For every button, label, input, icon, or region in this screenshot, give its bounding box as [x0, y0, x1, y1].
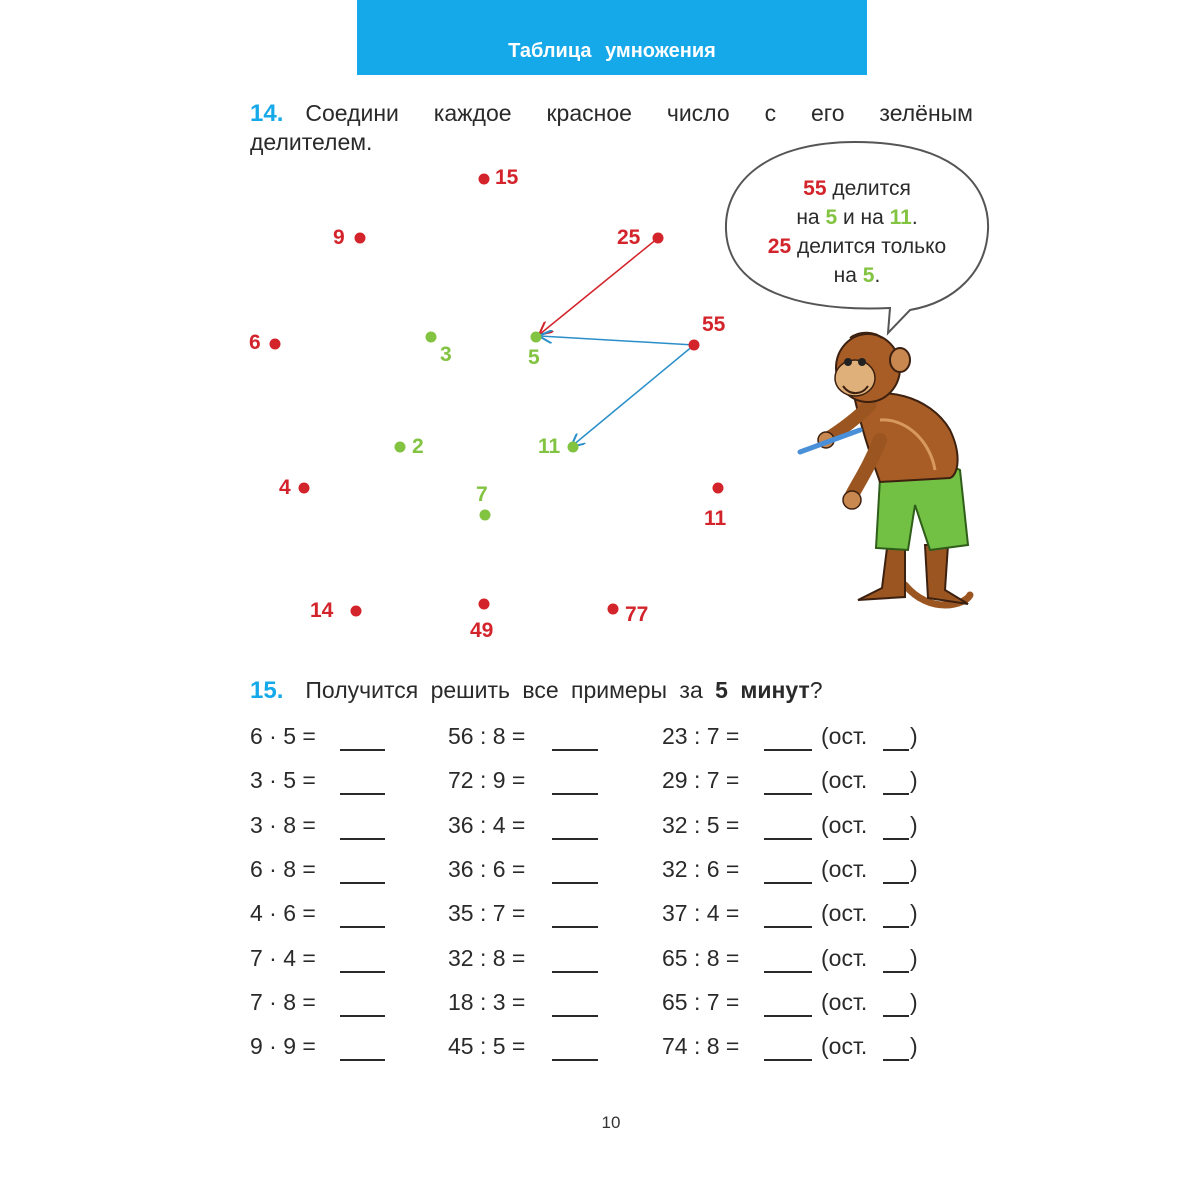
remainder-blank[interactable]: [883, 834, 909, 840]
arrow-25-to-5: [540, 238, 658, 334]
bubble-text-2c: .: [911, 206, 918, 229]
remainder-label: (ост.: [821, 989, 868, 1015]
red-dot-9: [355, 233, 366, 244]
remainder-label: (ост.: [821, 945, 868, 971]
red-dot-55: [689, 340, 700, 351]
answer-blank[interactable]: [340, 834, 385, 840]
remainder-close: ): [910, 945, 918, 971]
exercise-2-7: 18 : 3 =: [448, 989, 526, 1015]
answer-blank[interactable]: [552, 922, 598, 928]
bubble-line-3: [740, 232, 974, 261]
task-14-text-line2: делителем.: [250, 129, 373, 155]
task-15-instruction: [250, 676, 973, 705]
red-number-4: 4: [279, 476, 291, 499]
bubble-number-55: 55: [803, 177, 827, 200]
remainder-blank[interactable]: [883, 922, 909, 928]
task-14-text-line1: Соедини каждое красное число с его зелёным: [305, 100, 973, 126]
bubble-text-2a: на: [796, 206, 826, 229]
bubble-number-5: 5: [825, 206, 838, 229]
exercise-3-6: 65 : 8 =: [662, 945, 740, 971]
exercise-3-4: 32 : 6 =: [662, 856, 740, 882]
remainder-label: (ост.: [821, 723, 868, 749]
speech-bubble-text: [740, 174, 974, 290]
answer-blank[interactable]: [764, 745, 812, 751]
exercise-1-7: 7 · 8 =: [250, 989, 316, 1015]
red-number-25: 25: [617, 226, 641, 249]
remainder-blank[interactable]: [883, 1011, 909, 1017]
red-dot-14: [351, 606, 362, 617]
page-number: 10: [601, 1113, 621, 1132]
answer-blank[interactable]: [340, 1055, 385, 1061]
arrow-55-to-11: [572, 345, 694, 446]
green-dot-3: [426, 332, 437, 343]
exercise-3-1: 23 : 7 =: [662, 723, 740, 749]
red-number-77: 77: [625, 603, 649, 626]
answer-blank[interactable]: [552, 789, 598, 795]
exercise-3-3: 32 : 5 =: [662, 812, 740, 838]
bubble-text-4b: .: [874, 264, 881, 287]
exercise-1-2: 3 · 5 =: [250, 767, 316, 793]
remainder-close: ): [910, 900, 918, 926]
green-dot-11: [568, 442, 579, 453]
bubble-number-25: 25: [767, 235, 792, 258]
monkey-illustration: [800, 333, 970, 605]
answer-blank[interactable]: [340, 878, 385, 884]
remainder-blank[interactable]: [883, 1055, 909, 1061]
green-number-11: 11: [538, 435, 561, 458]
answer-blank[interactable]: [340, 1011, 385, 1017]
chapter-title: Таблица умножения: [508, 40, 716, 62]
bubble-line-4: [740, 261, 974, 290]
remainder-blank[interactable]: [883, 789, 909, 795]
exercise-1-4: 6 · 8 =: [250, 856, 316, 882]
answer-blank[interactable]: [764, 967, 812, 973]
answer-blank[interactable]: [764, 834, 812, 840]
exercise-1-3: 3 · 8 =: [250, 812, 316, 838]
exercise-3-7: 65 : 7 =: [662, 989, 740, 1015]
arrow-55-to-5: [540, 336, 694, 345]
answer-blank[interactable]: [340, 922, 385, 928]
exercise-2-2: 72 : 9 =: [448, 767, 526, 793]
remainder-blank[interactable]: [883, 967, 909, 973]
remainder-close: ): [910, 812, 918, 838]
answer-blank[interactable]: [764, 789, 812, 795]
red-dot-77: [608, 604, 619, 615]
red-number-55: 55: [702, 313, 726, 336]
green-number-3: 3: [440, 343, 452, 366]
red-dot-4: [299, 483, 310, 494]
bubble-line-1: [740, 174, 974, 203]
exercise-2-1: 56 : 8 =: [448, 723, 526, 749]
remainder-close: ): [910, 856, 918, 882]
bubble-text-2b: и на: [837, 206, 890, 229]
answer-blank[interactable]: [552, 1011, 598, 1017]
remainder-label: (ост.: [821, 812, 868, 838]
answer-blank[interactable]: [340, 745, 385, 751]
red-number-11: 11: [704, 507, 727, 530]
exercise-1-6: 7 · 4 =: [250, 945, 316, 971]
exercise-2-6: 32 : 8 =: [448, 945, 526, 971]
red-number-14: 14: [310, 599, 334, 622]
answer-blank[interactable]: [764, 878, 812, 884]
exercise-3-5: 37 : 4 =: [662, 900, 740, 926]
exercise-3-2: 29 : 7 =: [662, 767, 740, 793]
red-number-9: 9: [333, 226, 345, 249]
remainder-close: ): [910, 723, 918, 749]
remainder-label: (ост.: [821, 767, 868, 793]
task-15-question: ?: [809, 677, 823, 703]
remainder-close: ): [910, 989, 918, 1015]
remainder-label: (ост.: [821, 1033, 868, 1059]
exercise-2-8: 45 : 5 =: [448, 1033, 526, 1059]
remainder-close: ): [910, 1033, 918, 1059]
task-15-text: Получится решить все примеры за: [305, 677, 716, 703]
exercise-2-4: 36 : 6 =: [448, 856, 526, 882]
bubble-number-11: 11: [889, 206, 912, 229]
bubble-text-1: делится: [826, 177, 911, 200]
task-15-time: 5 минут: [715, 677, 810, 703]
bubble-text-4a: на: [833, 264, 863, 287]
exercise-1-8: 9 · 9 =: [250, 1033, 316, 1059]
remainder-label: (ост.: [821, 856, 868, 882]
task-14-number: 14.: [250, 100, 284, 127]
answer-blank[interactable]: [552, 1055, 598, 1061]
remainder-label: (ост.: [821, 900, 868, 926]
answer-blank[interactable]: [764, 1055, 812, 1061]
green-number-2: 2: [412, 435, 424, 458]
bubble-text-3: делится только: [791, 235, 947, 258]
answer-blank[interactable]: [552, 878, 598, 884]
red-number-49: 49: [470, 619, 494, 642]
red-dot-15: [479, 174, 490, 185]
answer-blank[interactable]: [552, 834, 598, 840]
bubble-line-2: [740, 203, 974, 232]
red-dot-25: [653, 233, 664, 244]
green-number-5: 5: [528, 346, 540, 369]
remainder-blank[interactable]: [883, 878, 909, 884]
exercise-2-5: 35 : 7 =: [448, 900, 526, 926]
remainder-close: ): [910, 767, 918, 793]
red-number-6: 6: [249, 331, 261, 354]
answer-blank[interactable]: [764, 1011, 812, 1017]
answer-blank[interactable]: [552, 745, 598, 751]
answer-blank[interactable]: [340, 967, 385, 973]
green-dot-7: [480, 510, 491, 521]
answer-blank[interactable]: [764, 922, 812, 928]
green-dot-2: [395, 442, 406, 453]
red-dot-49: [479, 599, 490, 610]
exercise-3-8: 74 : 8 =: [662, 1033, 740, 1059]
green-number-7: 7: [476, 483, 488, 506]
answer-blank[interactable]: [552, 967, 598, 973]
exercise-1-1: 6 · 5 =: [250, 723, 316, 749]
red-number-15: 15: [495, 166, 519, 189]
answer-blank[interactable]: [340, 789, 385, 795]
remainder-blank[interactable]: [883, 745, 909, 751]
exercise-1-5: 4 · 6 =: [250, 900, 316, 926]
bubble-number-5b: 5: [862, 264, 875, 287]
exercise-2-3: 36 : 4 =: [448, 812, 526, 838]
red-dot-11: [713, 483, 724, 494]
red-dot-6: [270, 339, 281, 350]
task-15-number: 15.: [250, 677, 284, 704]
green-dot-5: [531, 332, 542, 343]
